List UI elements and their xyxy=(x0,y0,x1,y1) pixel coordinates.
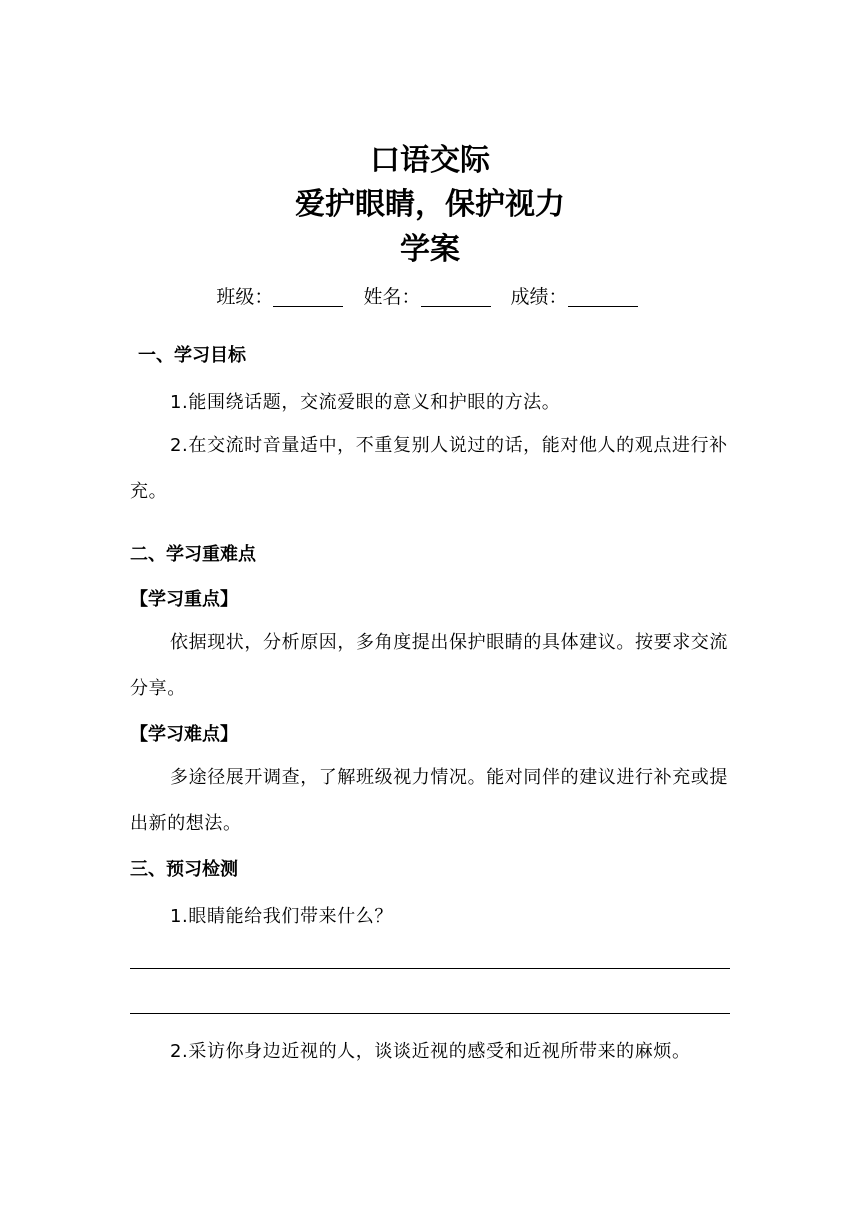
question-1: 1.眼睛能给我们带来什么？ xyxy=(170,906,393,927)
score-label: 成绩： xyxy=(510,286,568,308)
answer-line-2[interactable] xyxy=(130,1013,730,1014)
score-blank[interactable] xyxy=(568,284,638,307)
class-label: 班级： xyxy=(216,286,274,308)
question-2: 2.采访你身边近视的人，谈谈近视的感受和近视所带来的麻烦。 xyxy=(170,1041,691,1062)
title-line-3: 学案 xyxy=(400,232,460,267)
name-blank[interactable] xyxy=(421,284,491,307)
title-line-2: 爱护眼睛，保护视力 xyxy=(295,187,565,222)
section-2-heading: 二、学习重难点 xyxy=(130,544,256,565)
objective-2: 2.在交流时音量适中，不重复别人说过的话，能对他人的观点进行补充。 xyxy=(130,435,728,502)
class-blank[interactable] xyxy=(273,284,343,307)
answer-line-1[interactable] xyxy=(130,968,730,969)
key-points-heading: 【学习重点】 xyxy=(130,589,238,610)
student-info-row xyxy=(0,282,860,312)
section-1-heading: 一、学习目标 xyxy=(138,345,246,366)
objective-1: 1.能围绕话题，交流爱眼的意义和护眼的方法。 xyxy=(170,392,561,413)
difficult-points-text: 多途径展开调查，了解班级视力情况。能对同伴的建议进行补充或提出新的想法。 xyxy=(130,767,728,834)
title-line-1: 口语交际 xyxy=(370,143,490,178)
section-3-heading: 三、预习检测 xyxy=(130,859,238,880)
name-label: 姓名： xyxy=(363,286,421,308)
difficult-points-heading: 【学习难点】 xyxy=(130,724,238,745)
key-points-text: 依据现状，分析原因，多角度提出保护眼睛的具体建议。按要求交流分享。 xyxy=(130,632,728,699)
